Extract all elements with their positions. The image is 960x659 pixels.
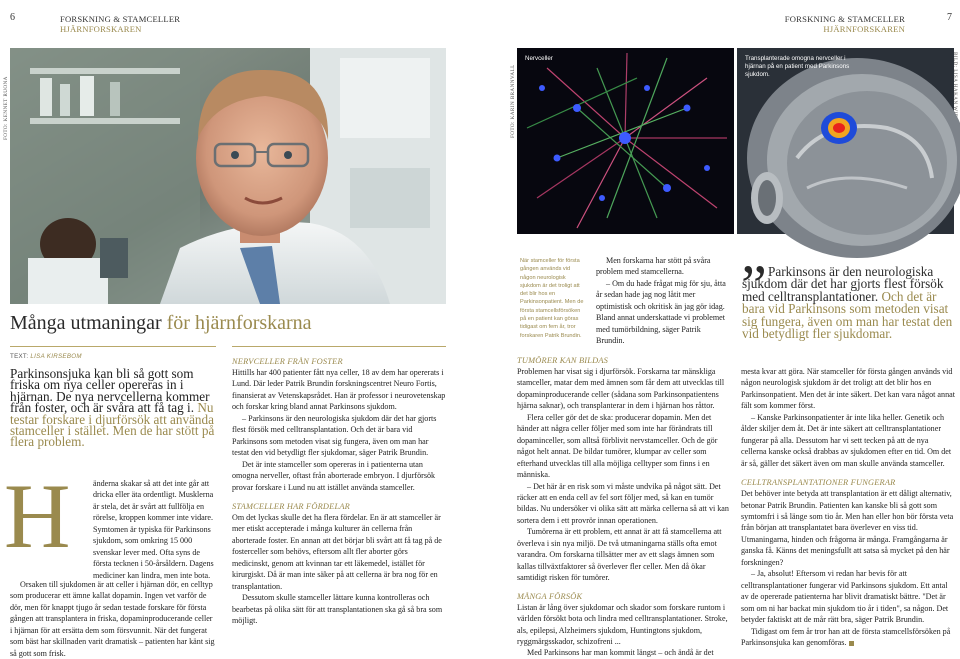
running-head-left-line2: HJÄRNFORSKAREN [60,24,142,34]
ingress-part1: Parkinsonsjuka kan bli så gott som friska om nya celler opereras in i hjärnan. De nya nervcellerna kommer från foster, och är svåra att få tag i. [10,366,210,416]
col3-paragraph-8: Med Parkinsons har man kommit längst – och ändå är det [527,648,714,658]
col2-heading-1: NERVCELLER FRÅN FOSTER [232,357,343,366]
photo-credit-cells: FOTO: KARIN BRANNVALL [510,64,516,138]
rule-left-2 [232,346,446,347]
col3-heading-2: MÅNGA FÖRSÖK [517,591,583,601]
col2-heading-2: STAMCELLER HAR FÖRDELAR [232,501,350,511]
end-mark-icon [849,641,854,646]
drop-cap: H [4,465,71,567]
rule-left-1 [10,346,216,347]
col3-paragraph-5: – Det här är en risk som vi måste undvika på något sätt. Det räcker att en enda cell av fel sort följer med, så kan en tumör bildas. Nu undersöker vi olika sätt att märka cellerna så att vi kan sortera dem i ett provrör innan operationen. [517,481,729,525]
col1-intro [93,478,216,581]
col4-paragraph-1: mesta kvar att göra. När stamceller för första gången används vid någon neurologisk sjukdom är det troligt att det blir hos en Parkinsonpatient. Men det är inte säkert. Det kan vara något annat fält som kommer först. [741,367,955,411]
col3 [517,355,730,659]
col1-continued [10,579,216,659]
quote-mark-icon: ” [741,253,767,318]
running-head-left [60,14,180,34]
page-number-right: 7 [947,12,952,23]
byline [10,353,82,360]
ingress [10,368,216,448]
col3-heading-1: TUMÖRER KAN BILDAS [517,356,609,365]
col2-paragraph-4: Om det lyckas skulle det ha flera fördelar. En är att stamceller är mer etiskt accepterade i många kulturer än cellerna från aborterade foster. En annan att det börjar bli svårt att få tag på de fosterceller som behövs, eftersom allt fler aborter görs medicinskt, genom att kvinnan tar ett läkemedel, istället för kirurgiskt. Då är man inte säker på att cellerna är bra nog för en transplantation. [232,512,442,591]
cells-caption: Nervceller [525,55,553,62]
headline [10,312,312,335]
col4-paragraph-2: – Kanske Parkinsonpatienter är inte lika heller. Genetik och ålder skiljer dem åt. Det är inte säkert att celltransplantationer fungerar på alla. Dessutom har vi sett tecken på att de nya cellerna kanske också drabbas av sjukdomen efter en tid. Om det är så, gäller det säkert även om man skulle använda stamceller. [741,412,952,468]
pull-quote-part1: Parkinsons är den neurologiska sjukdom där det har gjorts flest försök med celltransplantationer. [742,264,944,304]
photo-credit-left: FOTO: KENNET RUONA [3,76,9,140]
nerve-cells-photo [517,48,734,234]
scan-caption: Transplanterade omogna nervceller i hjärnan på en patient med Parkinsons sjukdom. [745,55,850,78]
col1-paragraph-2: Orsaken till sjukdomen är att celler i hjärnan dör, en celltyp som producerar ett ämne kallat dopamin. Ingen vet varför de dör, men för knappt tjugo år sedan testade forskare för första gången att transplantera in friska, dopaminproducerande celler i hjärnan för att ersätta dem som försvunnit. När det fungerat som bäst har skillnaden varit dramatisk – patienten har känt sig så gott som frisk. [10,580,215,658]
col2-paragraph-1: Hittills har 400 patienter fått nya celler, 18 av dem har opererats i Lund. Där leder Patrik Brundin forskningscentret Neuro Fortis, finansierat av Vetenskapsrådet. Han är professor i neurovetenskap och forskar kring bland annat Parkinsons sjukdom. [232,368,446,412]
pull-quote [741,253,956,342]
col4-paragraph-5: Tidigast om fem år tror han att de första stamcellsförsöken på Parkinsonsjuka kan genomföras. [741,626,951,647]
side-caption: När stamceller för första gången används vid någon neurologisk sjukdom är det troligt att det blir hos en Parkinsonpatient. Men de första stamcellsförsöken på en patient kan göras tidigast om fem år, tror forskaren Patrik Brundin. [520,258,584,339]
col2-paragraph-3: Det är inte stamceller som opereras in i patienterna utan omogna nerveller, oftast från aborterade embryon. I djurförsök provar forskare i Lund nu att istället använda stamceller. [232,459,436,492]
headline-part2: för hjärnforskarna [166,312,312,334]
col3-paragraph-7: Listan är lång över sjukdomar och skador som forskare runtom i världen försökt bota och lindra med celltransplantationer. Stroke, als, epilepsi, Alzheimers sjukdom, Huntingtons sjukdom, ryggmärgsskador, schizofreni ... [517,602,728,646]
col4 [741,366,956,648]
headline-part1: Många utmaningar [10,312,162,334]
running-head-right-line2: HJÄRNFORSKAREN [823,24,905,34]
running-head-right [785,14,905,34]
ingress-part2: Nu testar forskare i djurförsök att använda stamceller i stället. Men de har stött på flera problem. [10,400,215,450]
col1-paragraph-1: änderna skakar så att det inte går att dricka eller äta ordentligt. Musklerna är stela, det är svårt att fullfölja en rörelse, kroppen kommer inte vidare. Symtomen är typiska för Parkinsons sjukdom, som omkring 15 000 svenskar lever med. Ofta syns de första tecknen i 50-årsåldern. Dagens mediciner kan lindra, men inte bota. [93,479,214,580]
col3-paragraph-4: Flera celler gör det de ska: producerar dopamin. Men det händer att några celler följer med som inte har förändrats till dopaminceller, som alltså förblivit nervstamceller. Och de gör något helt annat. De bildar tumörer, klumpar av celler som efterhand utvecklas till alla möjliga celltyper som finns i en människa. [517,412,718,480]
researcher-photo [10,48,446,304]
col3-paragraph-1: Men forskarna har stött på svåra problem med stamcellerna. [596,256,711,277]
pull-quote-part2: Och det är bara vid Parkinsons som metoden visat sig fungera, även om man har testat den vid betydligt fler sjukdomar. [742,288,953,342]
page-number-left: 6 [10,12,15,23]
brain-scan-photo [737,48,954,234]
col4-paragraph-4: – Ja, absolut! Eftersom vi redan har bevis för att celltransplantationer fungerar vid Parkinsons sjukdom. Ett antal av de opererade patienterna har blivit dramatiskt bättre. "Det är som om ni har backat min sjukdom tio år i tiden", sa någon. Det betyder faktiskt att de mår rätt bra, säger Patrik Brundin. [741,569,949,625]
col4-paragraph-3: Det behöver inte betyda att transplantation är ett dåligt alternativ, betonar Patrik Brundin. Patienten kan kanske bli så gott som symtomfri i så länge som tio år. Men han eller hon bör första veta från början att transplantatet bara överlever en viss tid. Utmaningarna, hinden och frågorna är många. Framgångarna är ganska få. Känns det meningsfullt att satsa så mycket på den här forskningen? [741,489,954,567]
col3-paragraph-3: Problemen har visat sig i djurförsök. Forskarna tar mänskliga stamceller, matar dem med ämnen som får dem att utvecklas till dopaminproducerande celler (sådana som Parkinsonpatientens hjärna saknar), och transplanterar in dem i hjärnan hos råttor. [517,367,725,411]
col3-paragraph-6: Tumörerna är ett problem, ett annat är att få stamcellerna att överleva i sin nya miljö. De två utmaningarna ställs ofta emot varandra. Om forskarna tillsätter mer av ett slags ämnen som kallas tillväxtfaktorer så överlever fler celler. Men då ökar samtidigt risken för tumörer. [517,527,722,583]
col3-top [596,255,730,347]
byline-name: LISA KIRSEBOM [30,353,82,360]
researcher-illustration [10,48,446,304]
col2-paragraph-2: – Parkinsons är den neurologiska sjukdom där det har gjorts flest försök med celltransplantation. Och det är bara vid Parkinsons som metoden visat sig fungera, även om man har testat den vid betydligt fler sjukdomar, säger Patrik Brundin. [232,413,437,458]
col4-heading-1: CELLTRANSPLANTATIONER FUNGERAR [741,478,896,488]
col2-paragraph-5: Dessutom skulle stamceller lättare kunna kontrolleras och bearbetas på olika sätt för att transplantationen ska gå så bra som möjligt. [232,593,443,626]
col3-paragraph-2: – Om du hade frågat mig för sju, åtta år sedan hade jag nog låtit mer optimistisk och okritisk än jag gör idag. Bland annat underskattade vi problemet med tumörbildning, säger Patrik Brundin. [596,278,726,346]
running-head-right-line1: FORSKNING & STAMCELLER [784,14,905,24]
byline-label: TEXT: [10,353,29,360]
running-head-left-line1: FORSKNING & STAMCELLER [60,14,181,24]
nerve-cells-illustration [517,48,734,234]
col2 [232,356,446,627]
